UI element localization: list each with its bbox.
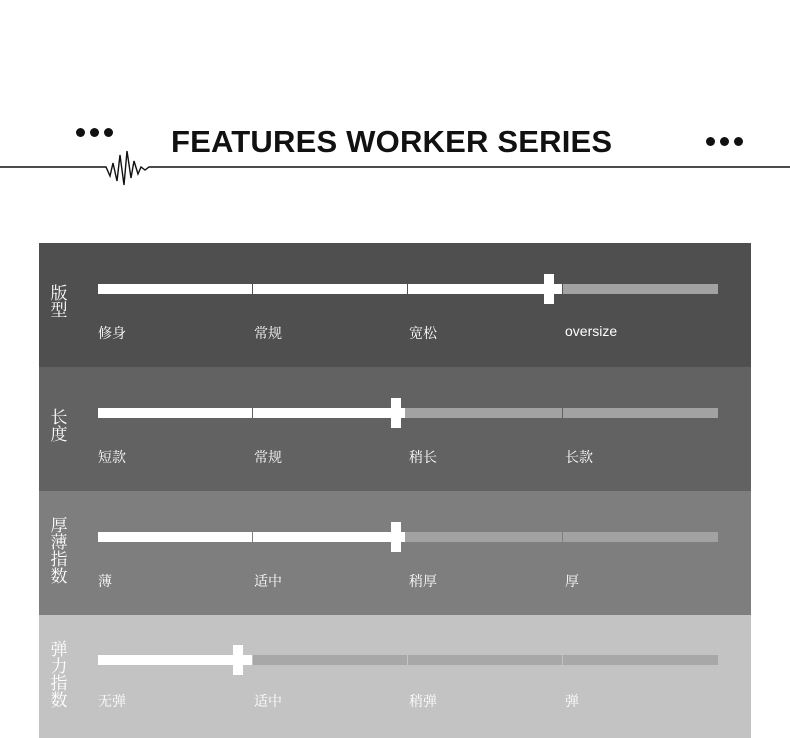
elasticity-level-marker <box>233 645 243 675</box>
tick-label: 弹 <box>565 693 579 709</box>
row-label-fit: 版型 <box>50 284 68 320</box>
tick-label: 常规 <box>254 449 282 465</box>
tick-label: 短款 <box>98 449 126 465</box>
row-label-length: 长度 <box>50 408 68 444</box>
thickness-level-marker <box>391 522 401 552</box>
rating-row-elasticity <box>39 615 751 738</box>
row-label-elasticity: 弹力指数 <box>50 640 68 710</box>
tick-label: 稍弹 <box>409 693 437 709</box>
row-label-thickness: 厚薄指数 <box>50 516 68 586</box>
tick-label: 常规 <box>254 325 282 341</box>
length-slider-track <box>98 408 718 418</box>
rating-row-fit <box>39 243 751 367</box>
tick-label: 适中 <box>254 693 282 709</box>
tick-label: 稍厚 <box>409 573 437 589</box>
tick-label: 无弹 <box>98 693 126 709</box>
rating-row-length <box>39 367 751 491</box>
tick-label: oversize <box>565 323 618 339</box>
length-level-marker <box>391 398 401 428</box>
size-rating-panel <box>39 243 751 738</box>
tick-label: 适中 <box>254 573 282 589</box>
tick-label: 长款 <box>565 449 593 465</box>
heartbeat-divider-icon <box>0 145 790 195</box>
tick-label: 修身 <box>98 325 126 341</box>
elasticity-slider-track <box>98 655 718 665</box>
left-dots-icon <box>76 128 113 137</box>
thickness-slider-track <box>98 532 718 542</box>
fit-level-marker <box>544 274 554 304</box>
rating-row-thickness <box>39 491 751 615</box>
page-title: FEATURES WORKER SERIES <box>171 124 613 159</box>
tick-label: 宽松 <box>409 325 437 341</box>
tick-label: 薄 <box>98 573 112 589</box>
fit-slider-track <box>98 284 718 294</box>
tick-label: 稍长 <box>409 449 437 465</box>
tick-label: 厚 <box>565 573 579 589</box>
